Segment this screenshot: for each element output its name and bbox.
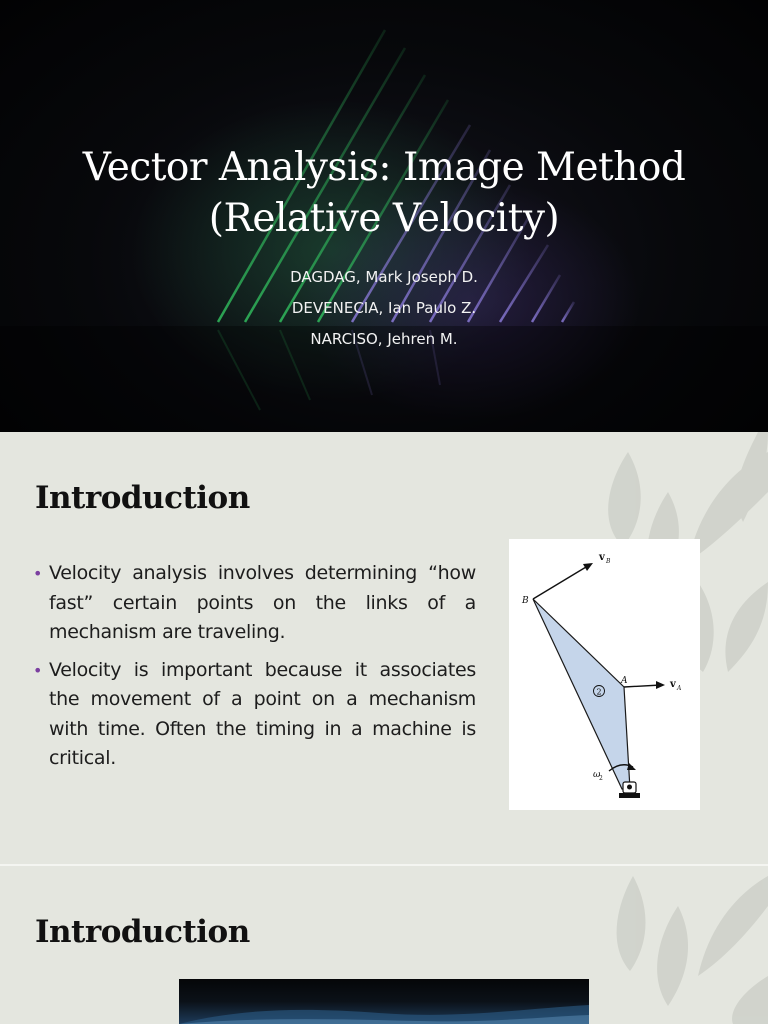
introduction-slide-2 <box>0 866 768 1024</box>
bullet-text: Velocity is important because it associates the movement of a point on a mechanism with time. Often the timing in a machine is critical. <box>49 658 476 769</box>
vb-arrow <box>533 564 591 599</box>
title-line-1: Vector Analysis: Image Method <box>82 145 686 190</box>
mechanism-diagram <box>509 539 700 810</box>
vb-arrowhead <box>583 563 593 571</box>
author-list <box>0 262 768 355</box>
title-block <box>0 142 768 355</box>
point-b-label: B <box>522 596 529 606</box>
introduction-slide <box>0 432 768 864</box>
omega-subscript: 2 <box>599 775 603 782</box>
bullet-icon: • <box>33 660 43 680</box>
author-name: DAGDAG, Mark Joseph D. <box>290 268 478 286</box>
va-arrow <box>624 685 661 687</box>
va-subscript: A <box>677 685 682 692</box>
bullet-item <box>33 656 476 774</box>
bullet-list <box>33 559 476 782</box>
photo-content <box>179 979 589 1024</box>
title-line-2: (Relative Velocity) <box>208 196 560 241</box>
point-a-label: A <box>621 676 628 686</box>
vb-label: v <box>599 552 605 563</box>
ground-base <box>619 793 640 798</box>
omega-label: ω <box>593 770 601 780</box>
author-name: DEVENECIA, Ian Paulo Z. <box>291 299 477 317</box>
vb-subscript: B <box>606 558 611 565</box>
link-number: 2 <box>596 687 602 697</box>
slide-heading: Introduction <box>35 480 250 516</box>
va-arrowhead <box>656 681 665 689</box>
link-velocity-figure <box>509 539 700 810</box>
bullet-text: Velocity analysis involves determining “how fast” certain points on the links of a mechanism are traveling. <box>49 562 476 643</box>
slide-heading: Introduction <box>35 914 250 950</box>
presentation-title <box>0 142 768 244</box>
author-name: NARCISO, Jehren M. <box>310 330 458 348</box>
pivot-pin <box>627 785 632 790</box>
bullet-icon: • <box>33 564 43 583</box>
bullet-item <box>33 559 476 648</box>
va-label: v <box>670 679 676 690</box>
title-slide <box>0 0 768 432</box>
slide-image <box>179 979 589 1024</box>
link-body <box>533 599 630 789</box>
